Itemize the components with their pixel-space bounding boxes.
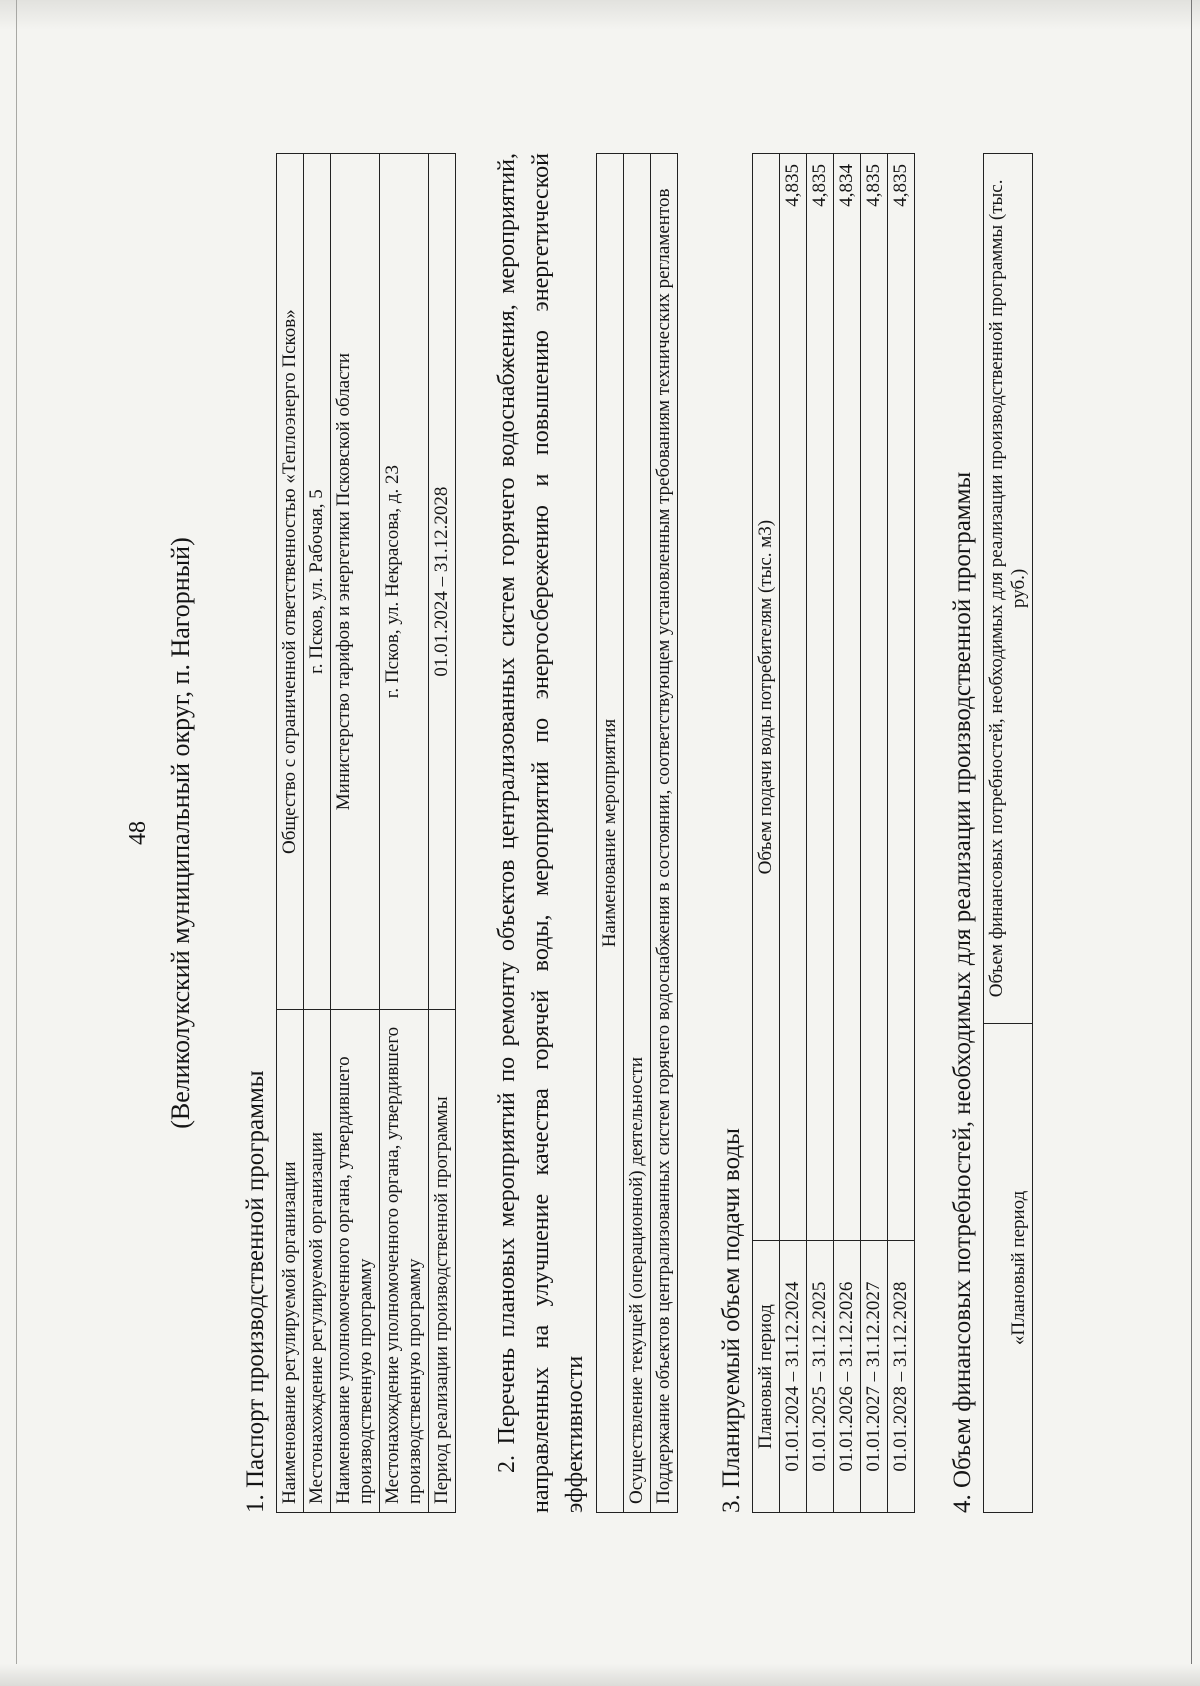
page-subtitle: (Великолукский муниципальный округ, п. Нагорный) bbox=[166, 537, 195, 1129]
volume-cell: 4,835 bbox=[861, 154, 888, 1241]
table-row bbox=[331, 154, 380, 1513]
passport-value: г. Псков, ул. Рабочая, 5 bbox=[304, 154, 331, 1010]
table-row bbox=[807, 154, 834, 1513]
passport-label: Период реализации производственной программы bbox=[429, 1010, 456, 1513]
period-cell: 01.01.2027 – 31.12.2027 bbox=[861, 1241, 888, 1513]
period-cell: 01.01.2026 – 31.12.2026 bbox=[834, 1241, 861, 1513]
passport-table bbox=[276, 153, 456, 1513]
period-header: Плановый период bbox=[753, 1241, 780, 1513]
volume-cell: 4,835 bbox=[807, 154, 834, 1241]
table-row bbox=[861, 154, 888, 1513]
section2-title: 2. Перечень плановых мероприятий по ремонту объектов централизованных систем горячего водоснабжения, мероприятий, направленных на улучшение качества горячей воды, мероприятий по энергосбережению и повышению энергетической эффективности bbox=[494, 153, 588, 1513]
finance-amount-header: Объем финансовых потребностей, необходимых для реализации производственной программы (тыс. руб.) bbox=[984, 154, 1033, 1024]
passport-label: Наименование регулируемой организации bbox=[277, 1010, 304, 1513]
scan-edge-bottom bbox=[0, 1664, 1200, 1686]
table-row bbox=[780, 154, 807, 1513]
volume-cell: 4,835 bbox=[888, 154, 915, 1241]
table-header-row bbox=[984, 154, 1033, 1513]
period-cell: 01.01.2024 – 31.12.2024 bbox=[780, 1241, 807, 1513]
section1-title: 1. Паспорт производственной программы bbox=[242, 1070, 269, 1513]
volume-header: Объем подачи воды потребителям (тыс. м3) bbox=[753, 154, 780, 1241]
volume-cell: 4,835 bbox=[780, 154, 807, 1241]
table-row bbox=[834, 154, 861, 1513]
finance-period-header: «Плановый период bbox=[984, 1023, 1033, 1512]
passport-label: Местонахождение регулируемой организации bbox=[304, 1010, 331, 1513]
table-row bbox=[277, 154, 304, 1513]
section4-title: 4. Объем финансовых потребностей, необходимых для реализации производственной программы bbox=[949, 471, 976, 1513]
measure-item: Поддержание объектов централизованных систем горячего водоснабжения в состоянии, соответствующем установленным требованиям технических регламентов bbox=[651, 154, 678, 1513]
scan-edge-top bbox=[0, 0, 1200, 30]
table-row bbox=[304, 154, 331, 1513]
table-row bbox=[429, 154, 456, 1513]
period-cell: 01.01.2028 – 31.12.2028 bbox=[888, 1241, 915, 1513]
finance-table bbox=[983, 153, 1033, 1513]
section3-title: 3. Планируемый объем подачи воды bbox=[718, 1128, 745, 1513]
water-volume-table bbox=[752, 153, 915, 1513]
table-row bbox=[651, 154, 678, 1513]
passport-value: г. Псков, ул. Некрасова, д. 23 bbox=[380, 154, 429, 1010]
document-page bbox=[65, 83, 1135, 1603]
table-row bbox=[624, 154, 651, 1513]
table-header-row bbox=[597, 154, 624, 1513]
page-number: 48 bbox=[125, 821, 151, 845]
table-row bbox=[380, 154, 429, 1513]
passport-label: Наименование уполномоченного органа, утвердившего производственную программу bbox=[331, 1010, 380, 1513]
passport-value: 01.01.2024 – 31.12.2028 bbox=[429, 154, 456, 1010]
passport-value: Общество с ограниченной ответственностью «Теплоэнерго Псков» bbox=[277, 154, 304, 1010]
period-cell: 01.01.2025 – 31.12.2025 bbox=[807, 1241, 834, 1513]
measures-table bbox=[596, 153, 678, 1513]
measures-header: Наименование мероприятия bbox=[597, 154, 624, 1513]
scan-margin-line bbox=[16, 0, 17, 1686]
volume-cell: 4,834 bbox=[834, 154, 861, 1241]
passport-value: Министерство тарифов и энергетики Псковской области bbox=[331, 154, 380, 1010]
table-header-row bbox=[753, 154, 780, 1513]
measure-item: Осуществление текущей (операционной) деятельности bbox=[624, 154, 651, 1513]
table-row bbox=[888, 154, 915, 1513]
scan-border-line bbox=[1191, 0, 1192, 1686]
passport-label: Местонахождение уполномоченного органа, утвердившего производственную программу bbox=[380, 1010, 429, 1513]
